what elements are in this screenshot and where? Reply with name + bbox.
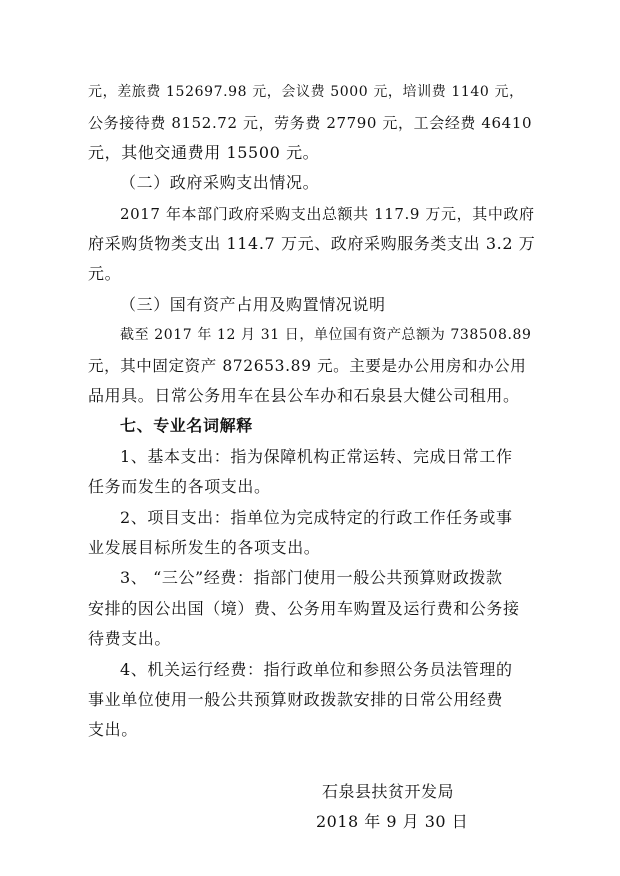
text-line: 截至 2017 年 12 月 31 日，单位国有资产总额为 738508.89: [120, 327, 532, 343]
text-line: 1、基本支出：指为保障机构正常运转、完成日常工作: [120, 447, 513, 466]
text-line: 事业单位使用一般公共预算财政拨款安排的日常公用经费: [88, 690, 504, 709]
section-heading: （二）政府采购支出情况。: [120, 173, 320, 192]
text-line: 待费支出。: [88, 629, 172, 648]
text-line: 元，差旅费 152697.98 元，会议费 5000 元，培训费 1140 元，: [88, 84, 524, 100]
text-line: 安排的因公出国（境）费、公务用车购置及运行费和公务接: [88, 599, 520, 618]
text-line: 公务接待费 8152.72 元，劳务费 27790 元，工会经费 46410: [88, 114, 533, 132]
text-line: 府采购货物类支出 114.7 万元、政府采购服务类支出 3.2 万: [88, 234, 536, 253]
text-line: 品用具。日常公务用车在县公车办和石泉县大健公司租用。: [88, 386, 520, 405]
text-line: 3、 “三公”经费：指部门使用一般公共预算财政拨款: [120, 568, 503, 587]
signature-date: 2018 年 9 月 30 日: [316, 812, 469, 831]
section-heading: （三）国有资产占用及购置情况说明: [120, 295, 386, 314]
signature-org: 石泉县扶贫开发局: [322, 782, 455, 801]
text-line: 任务而发生的各项支出。: [88, 477, 271, 496]
text-line: 业发展目标所发生的各项支出。: [88, 538, 321, 557]
text-line: 元，其他交通费用 15500 元。: [88, 143, 320, 162]
text-line: 4、机关运行经费：指行政单位和参照公务员法管理的: [120, 660, 513, 679]
text-line: 元。: [88, 264, 122, 283]
text-line: 元，其中固定资产 872653.89 元。主要是办公用房和办公用: [88, 357, 527, 375]
chapter-heading: 七、专业名词解释: [120, 416, 253, 435]
text-line: 2017 年本部门政府采购支出总额共 117.9 万元，其中政府: [120, 205, 535, 223]
text-line: 2、项目支出：指单位为完成特定的行政工作任务或事: [120, 508, 513, 527]
text-line: 支出。: [88, 720, 138, 739]
